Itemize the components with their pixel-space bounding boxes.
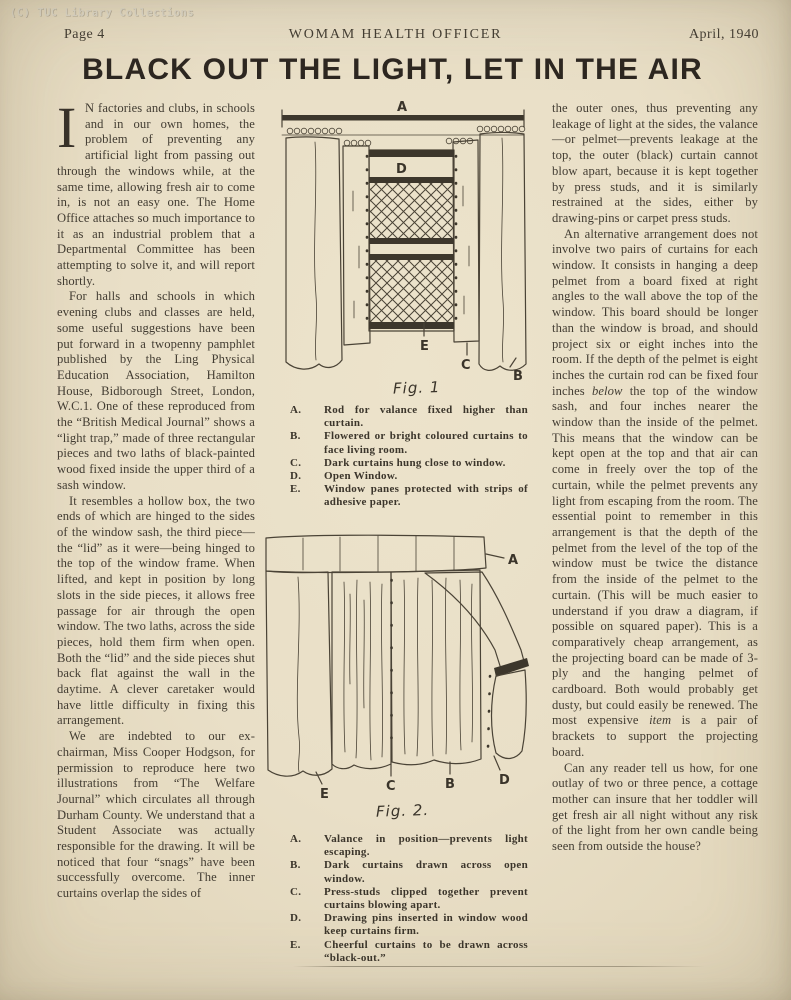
- paragraph: We are indebted to our ex-chairman, Miss Cooper Hodgson, for permission to reproduce here two illustrations from “The Welfare Journal” which circulates all through Durham County. We understand that a Student Associate was actually responsible for the drawing. It will be noticed that four “snags” have been successfully overcome. The inner curtains overlap the sides of: [57, 729, 255, 901]
- fig1-caption-list: [290, 404, 528, 510]
- fig1-label-e: E: [420, 339, 429, 354]
- page-number: Page 4: [64, 27, 105, 42]
- paragraph-text: is a pair of brackets to support the projecting board.: [552, 713, 758, 759]
- caption-letter: C.: [290, 885, 302, 898]
- inner-dark-curtain-left: [343, 146, 370, 345]
- caption-text: Rod for valance fixed higher than curtain.: [324, 404, 528, 430]
- figure-1-illustration: [277, 96, 529, 400]
- dark-curtain-left-panel: [332, 572, 391, 769]
- publication-title: WOMAM HEALTH OFFICER: [288, 27, 503, 42]
- flowered-curtain-left: [286, 137, 342, 369]
- paragraph: the outer ones, thus preventing any leakage of light at the sides, the valance—or pelmet—prevents leakage at the top, the outer (black) curtain cannot blow apart, because it is kept together by press studs, and it is similarly restrained at the sides, either by drawing-pins or carpet press studs.: [552, 101, 758, 225]
- library-watermark: (C) TUC Library Collections: [10, 7, 195, 19]
- curtain-rings: [287, 126, 525, 146]
- caption-text: Valance in position—prevents light escaping.: [324, 833, 528, 859]
- caption-text: Drawing pins inserted in window wood keep curtains firm.: [324, 912, 528, 938]
- paragraph: For halls and schools in which evening clubs and classes are held, some useful suggestions have been put forward in a twopenny pamphlet published by the Ling Physical Education Association, Hamilton House, Bidborough Street, London, W.C.1. One of these reproduced from the “British Medical Journal” shows a “light trap,” made of three rectangular pieces and two laths of black-painted wood fixed inside the upper third of a sash window.: [57, 289, 255, 492]
- paragraph: It resembles a hollow box, the two ends of which are hinged to the sides of the window sash, the third piece—the “lid” as it were—being hinged to the top of the window frame. When lifted, and kept in position by long slots in the side pieces, it allows free passage for air through the open window. The two laths, across the side pieces, hold them firm when open. Both the “lid” and the side pieces shut back flat against the wall in the daytime. A clever caretaker would have little difficulty in fixing this arrangement.: [57, 493, 255, 728]
- caption-letter: B.: [290, 859, 301, 872]
- caption-text: Open Window.: [324, 470, 398, 483]
- fig2-caption-label: Fig. 2.: [375, 800, 430, 821]
- flowered-curtain-left: [266, 571, 332, 776]
- caption-text: Window panes protected with strips of adhesive paper.: [324, 483, 528, 509]
- caption-text: Cheerful curtains to be drawn across “black-out.”: [324, 938, 528, 964]
- paragraph: [57, 95, 255, 289]
- caption-item: [290, 859, 528, 885]
- valance: [266, 535, 486, 572]
- draped-flowered-curtain-right: [425, 572, 529, 759]
- fig2-sketch: [258, 522, 530, 826]
- caption-letter: A.: [290, 404, 302, 416]
- dark-curtain-right-panel: [391, 570, 481, 765]
- fig2-label-a: A: [508, 553, 519, 568]
- masthead: [0, 27, 791, 47]
- flowered-curtain-right: [479, 133, 526, 371]
- drop-cap: I: [57, 95, 77, 160]
- caption-letter: E.: [290, 938, 301, 951]
- fig2-caption-list: [290, 833, 528, 965]
- article-column-right: [552, 101, 758, 855]
- article-column-left: [57, 95, 255, 902]
- paragraph-text: An alternative arrangement does not involve two pairs of curtains for each window. It consists in hanging a deep pelmet from a board fixed at right angles to the wall above the top of the window. This board should be longer than the window is broad, and should project six or eight inches into the room. If the depth of the pelmet is eight inches the curtain rod can be fixed four inches: [552, 226, 758, 398]
- caption-item: [290, 833, 528, 859]
- caption-letter: D.: [290, 470, 302, 483]
- fig1-label-b: B: [513, 369, 523, 384]
- fig2-label-b: B: [445, 777, 455, 792]
- caption-item: [290, 886, 528, 912]
- taped-pane-upper: [370, 183, 453, 238]
- article-headline: BLACK OUT THE LIGHT, LET IN THE AIR: [82, 53, 703, 86]
- caption-item: [290, 404, 528, 430]
- section-divider-rule: [293, 966, 705, 967]
- caption-text: Press-studs clipped together prevent curtains blowing apart.: [324, 885, 528, 912]
- caption-item: [290, 939, 528, 965]
- fig1-label-c: C: [461, 358, 471, 373]
- caption-letter: E.: [290, 483, 301, 496]
- fig2-label-e: E: [320, 787, 329, 802]
- caption-item: [290, 430, 528, 456]
- fig1-sketch: [277, 96, 529, 400]
- fig1-label-d: D: [396, 162, 407, 177]
- caption-letter: C.: [290, 456, 302, 469]
- caption-text: Flowered or bright coloured curtains to face living room.: [324, 430, 528, 456]
- fig1-caption-label: Fig. 1: [392, 378, 441, 398]
- caption-letter: B.: [290, 430, 301, 443]
- caption-letter: D.: [290, 912, 302, 925]
- caption-text: Dark curtains hung close to window.: [324, 456, 506, 469]
- paragraph: Can any reader tell us how, for one outlay of two or three pence, a cottage mother can insure that her toddler will get fresh air all night without any risk of the light from her own candle being seen from outside the house?: [552, 760, 758, 854]
- paragraph: [552, 227, 758, 761]
- paragraph-text: N factories and clubs, in schools and in our own homes, the problem of preventing any artificial light from passing out through the windows while, at the same time, allowing fresh air to come in, is not an easy one. The Home Office attaches so much importance to it as an industrial problem that a Departmental Committee has been attempting to solve it, and will report shortly.: [57, 101, 255, 288]
- emphasized-word: item: [649, 713, 672, 728]
- fig2-label-d: D: [499, 773, 510, 788]
- issue-date: April, 1940: [688, 27, 759, 42]
- fig1-label-a: A: [397, 100, 408, 115]
- taped-pane-lower: [370, 260, 453, 322]
- emphasized-word: below: [591, 383, 623, 398]
- paragraph-text: the top of the window sash, and four inches nearer the window than the inside of the pelmet. This means that the window can be kept open at the top and that air can come in freely over the top of the curtain, while the pelmet prevents any light from escaping from the room. The essential point to remember in this arrangement is that the depth of the pelmet from the level of the top of the window must be twice the distance from the inside of the pelmet to the curtain. (This will be much easier to understand if you draw a diagram, if possible on squared paper). This is a comparatively cheap arrangement, as the projecting board can be made of 3-ply and the hanging pelmet of cardboard. Both would probably get dusty, but could easily be renewed. The most expensive: [552, 383, 758, 728]
- press-studs-drape: [488, 676, 490, 748]
- fig2-label-c: C: [386, 779, 396, 794]
- caption-text: Dark curtains drawn across open window.: [324, 859, 528, 885]
- caption-item: [290, 912, 528, 938]
- caption-item: [290, 470, 528, 483]
- caption-item: [290, 483, 528, 509]
- caption-letter: A.: [290, 833, 302, 845]
- caption-item: [290, 457, 528, 470]
- open-sash-window: [367, 150, 456, 331]
- figure-2-illustration: [258, 522, 530, 826]
